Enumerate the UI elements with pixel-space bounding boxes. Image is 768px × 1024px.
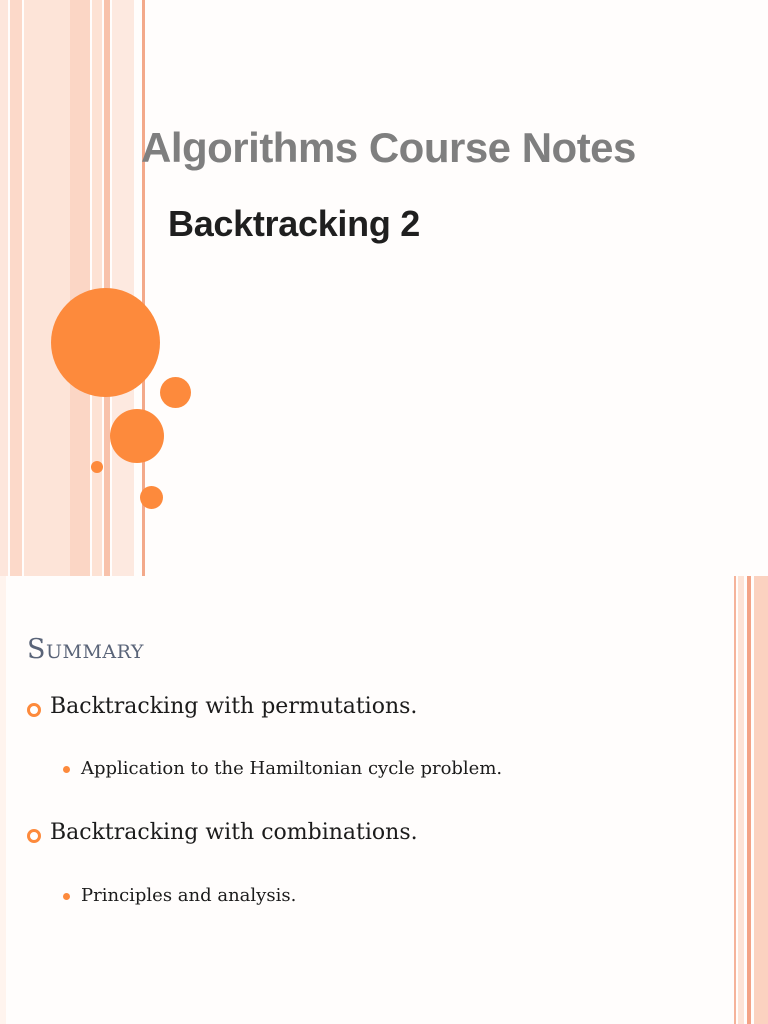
decorative-circle bbox=[160, 377, 191, 408]
decorative-stripe bbox=[734, 576, 736, 1024]
bullet-item: Backtracking with permutations. bbox=[50, 694, 418, 719]
ring-bullet-icon bbox=[27, 829, 41, 843]
decorative-stripe bbox=[70, 0, 90, 576]
dot-bullet-icon bbox=[63, 893, 70, 900]
decorative-stripe bbox=[0, 576, 6, 1024]
decorative-stripe bbox=[738, 576, 744, 1024]
slide-heading: Summary bbox=[27, 634, 144, 665]
decorative-stripe bbox=[0, 0, 8, 576]
decorative-circle bbox=[140, 486, 163, 509]
ring-bullet-icon bbox=[27, 703, 41, 717]
decorative-stripe bbox=[24, 0, 70, 576]
sub-bullet-item: Application to the Hamiltonian cycle problem. bbox=[81, 758, 503, 779]
decorative-stripe bbox=[747, 576, 751, 1024]
decorative-circle bbox=[51, 288, 160, 397]
summary-slide bbox=[0, 576, 768, 1024]
decorative-circle bbox=[91, 461, 103, 473]
decorative-stripe bbox=[10, 0, 22, 576]
slide-subtitle: Backtracking 2 bbox=[168, 203, 420, 244]
decorative-circle bbox=[110, 409, 164, 463]
decorative-stripe bbox=[754, 576, 768, 1024]
dot-bullet-icon bbox=[63, 766, 70, 773]
bullet-item: Backtracking with combinations. bbox=[50, 820, 418, 845]
sub-bullet-item: Principles and analysis. bbox=[81, 885, 297, 906]
slide-title: Algorithms Course Notes bbox=[141, 124, 636, 171]
